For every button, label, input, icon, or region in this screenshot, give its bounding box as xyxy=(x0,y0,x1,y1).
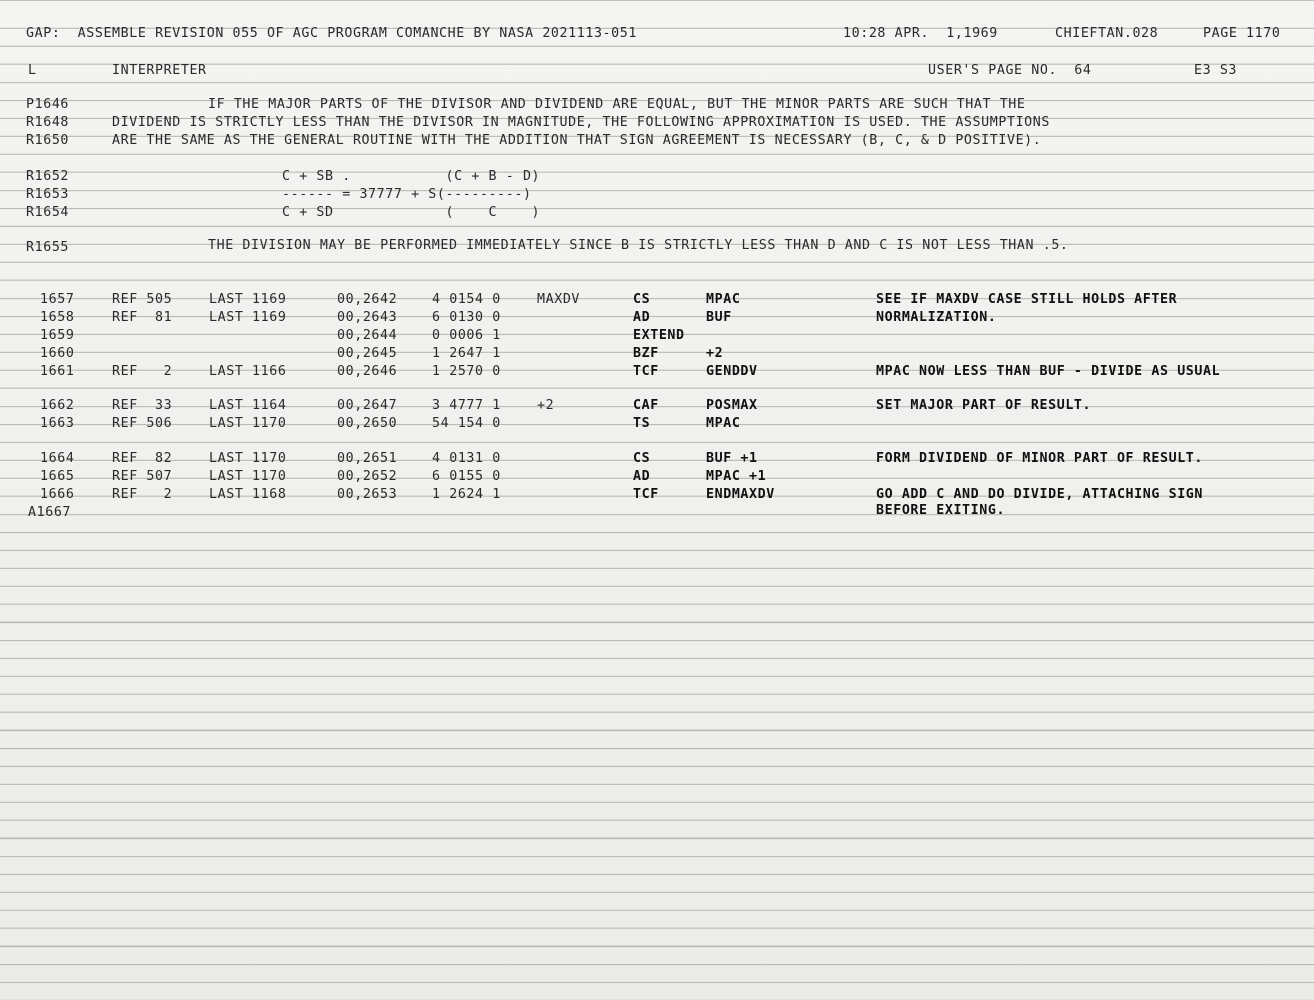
comment-text: ARE THE SAME AS THE GENERAL ROUTINE WITH THE ADDITION THAT SIGN AGREEMENT IS NECESSARY (B, C, & D POSITIVE). xyxy=(112,133,1042,148)
line-comment: SET MAJOR PART OF RESULT. xyxy=(876,398,1092,413)
users-page-number: USER'S PAGE NO. 64 xyxy=(928,63,1092,78)
opcode: TS xyxy=(633,416,651,431)
line-id: R1648 xyxy=(26,115,70,130)
symbol-label: MAXDV xyxy=(537,292,581,307)
octal-word: 1 2647 1 xyxy=(432,346,501,361)
octal-word: 3 4777 1 xyxy=(432,398,501,413)
comment-text: BEFORE EXITING. xyxy=(876,503,1006,518)
opcode: TCF xyxy=(633,487,659,502)
address: 00,2651 xyxy=(337,451,398,466)
line-comment: SEE IF MAXDV CASE STILL HOLDS AFTER xyxy=(876,292,1178,307)
line-id: R1653 xyxy=(26,187,70,202)
operand: ENDMAXDV xyxy=(706,487,775,502)
line-comment: NORMALIZATION. xyxy=(876,310,997,325)
line-number: 1658 xyxy=(40,310,75,325)
line-number: 1661 xyxy=(40,364,75,379)
line-number: 1660 xyxy=(40,346,75,361)
line-id: R1655 xyxy=(26,240,70,255)
octal-word: 0 0006 1 xyxy=(432,328,501,343)
line-id: R1652 xyxy=(26,169,70,184)
operand: MPAC xyxy=(706,292,741,307)
opcode: EXTEND xyxy=(633,328,685,343)
operand: MPAC xyxy=(706,416,741,431)
operand: +2 xyxy=(706,346,724,361)
formula-line: ------ = 37777 + S(---------) xyxy=(282,187,532,202)
line-number: 1657 xyxy=(40,292,75,307)
address: 00,2653 xyxy=(337,487,398,502)
subheader-letter: L xyxy=(28,63,37,78)
ref-count: REF 33 xyxy=(112,398,173,413)
operand: POSMAX xyxy=(706,398,758,413)
formula-line: C + SD ( C ) xyxy=(282,205,541,220)
header-page: PAGE 1170 xyxy=(1203,26,1281,41)
opcode: AD xyxy=(633,469,651,484)
line-id: A1667 xyxy=(28,505,72,520)
comment-text: IF THE MAJOR PARTS OF THE DIVISOR AND DIVIDEND ARE EQUAL, BUT THE MINOR PARTS ARE SUCH THAT THE xyxy=(208,97,1026,112)
last-ref: LAST 1168 xyxy=(209,487,287,502)
address: 00,2643 xyxy=(337,310,398,325)
address: 00,2652 xyxy=(337,469,398,484)
last-ref: LAST 1170 xyxy=(209,416,287,431)
line-number: 1659 xyxy=(40,328,75,343)
octal-word: 1 2570 0 xyxy=(432,364,501,379)
comment-text: THE DIVISION MAY BE PERFORMED IMMEDIATELY SINCE B IS STRICTLY LESS THAN D AND C IS NOT LESS THAN .5. xyxy=(208,238,1069,253)
header-time: 10:28 APR. 1,1969 xyxy=(843,26,998,41)
opcode: AD xyxy=(633,310,651,325)
ref-count: REF 506 xyxy=(112,416,173,431)
octal-word: 4 0154 0 xyxy=(432,292,501,307)
octal-word: 54 154 0 xyxy=(432,416,501,431)
octal-word: 4 0131 0 xyxy=(432,451,501,466)
ref-count: REF 81 xyxy=(112,310,173,325)
line-id: R1650 xyxy=(26,133,70,148)
address: 00,2650 xyxy=(337,416,398,431)
address: 00,2645 xyxy=(337,346,398,361)
line-comment: MPAC NOW LESS THAN BUF - DIVIDE AS USUAL xyxy=(876,364,1221,379)
formula-line: C + SB . (C + B - D) xyxy=(282,169,541,184)
comment-text: DIVIDEND IS STRICTLY LESS THAN THE DIVISOR IN MAGNITUDE, THE FOLLOWING APPROXIMATION IS USED. THE ASSUMPTIONS xyxy=(112,115,1050,130)
line-number: 1664 xyxy=(40,451,75,466)
operand: BUF xyxy=(706,310,732,325)
last-ref: LAST 1169 xyxy=(209,310,287,325)
line-id: R1654 xyxy=(26,205,70,220)
octal-word: 1 2624 1 xyxy=(432,487,501,502)
operand: MPAC +1 xyxy=(706,469,767,484)
last-ref: LAST 1169 xyxy=(209,292,287,307)
subheader-code: E3 S3 xyxy=(1194,63,1238,78)
address: 00,2646 xyxy=(337,364,398,379)
line-comment: GO ADD C AND DO DIVIDE, ATTACHING SIGN xyxy=(876,487,1204,502)
opcode: CS xyxy=(633,451,651,466)
header-title: GAP: ASSEMBLE REVISION 055 OF AGC PROGRAM COMANCHE BY NASA 2021113-051 xyxy=(26,26,637,41)
last-ref: LAST 1170 xyxy=(209,469,287,484)
header-listing: CHIEFTAN.028 xyxy=(1055,26,1159,41)
symbol-label: +2 xyxy=(537,398,555,413)
octal-word: 6 0155 0 xyxy=(432,469,501,484)
ref-count: REF 507 xyxy=(112,469,173,484)
ref-count: REF 505 xyxy=(112,292,173,307)
line-number: 1665 xyxy=(40,469,75,484)
last-ref: LAST 1166 xyxy=(209,364,287,379)
operand: GENDDV xyxy=(706,364,758,379)
line-number: 1663 xyxy=(40,416,75,431)
address: 00,2647 xyxy=(337,398,398,413)
ref-count: REF 2 xyxy=(112,364,173,379)
opcode: CAF xyxy=(633,398,659,413)
line-comment: FORM DIVIDEND OF MINOR PART OF RESULT. xyxy=(876,451,1204,466)
ref-count: REF 82 xyxy=(112,451,173,466)
opcode: BZF xyxy=(633,346,659,361)
address: 00,2644 xyxy=(337,328,398,343)
line-number: 1666 xyxy=(40,487,75,502)
opcode: TCF xyxy=(633,364,659,379)
ref-count: REF 2 xyxy=(112,487,173,502)
opcode: CS xyxy=(633,292,651,307)
address: 00,2642 xyxy=(337,292,398,307)
octal-word: 6 0130 0 xyxy=(432,310,501,325)
line-id: P1646 xyxy=(26,97,70,112)
subheader-section: INTERPRETER xyxy=(112,63,207,78)
operand: BUF +1 xyxy=(706,451,758,466)
line-number: 1662 xyxy=(40,398,75,413)
last-ref: LAST 1164 xyxy=(209,398,287,413)
last-ref: LAST 1170 xyxy=(209,451,287,466)
